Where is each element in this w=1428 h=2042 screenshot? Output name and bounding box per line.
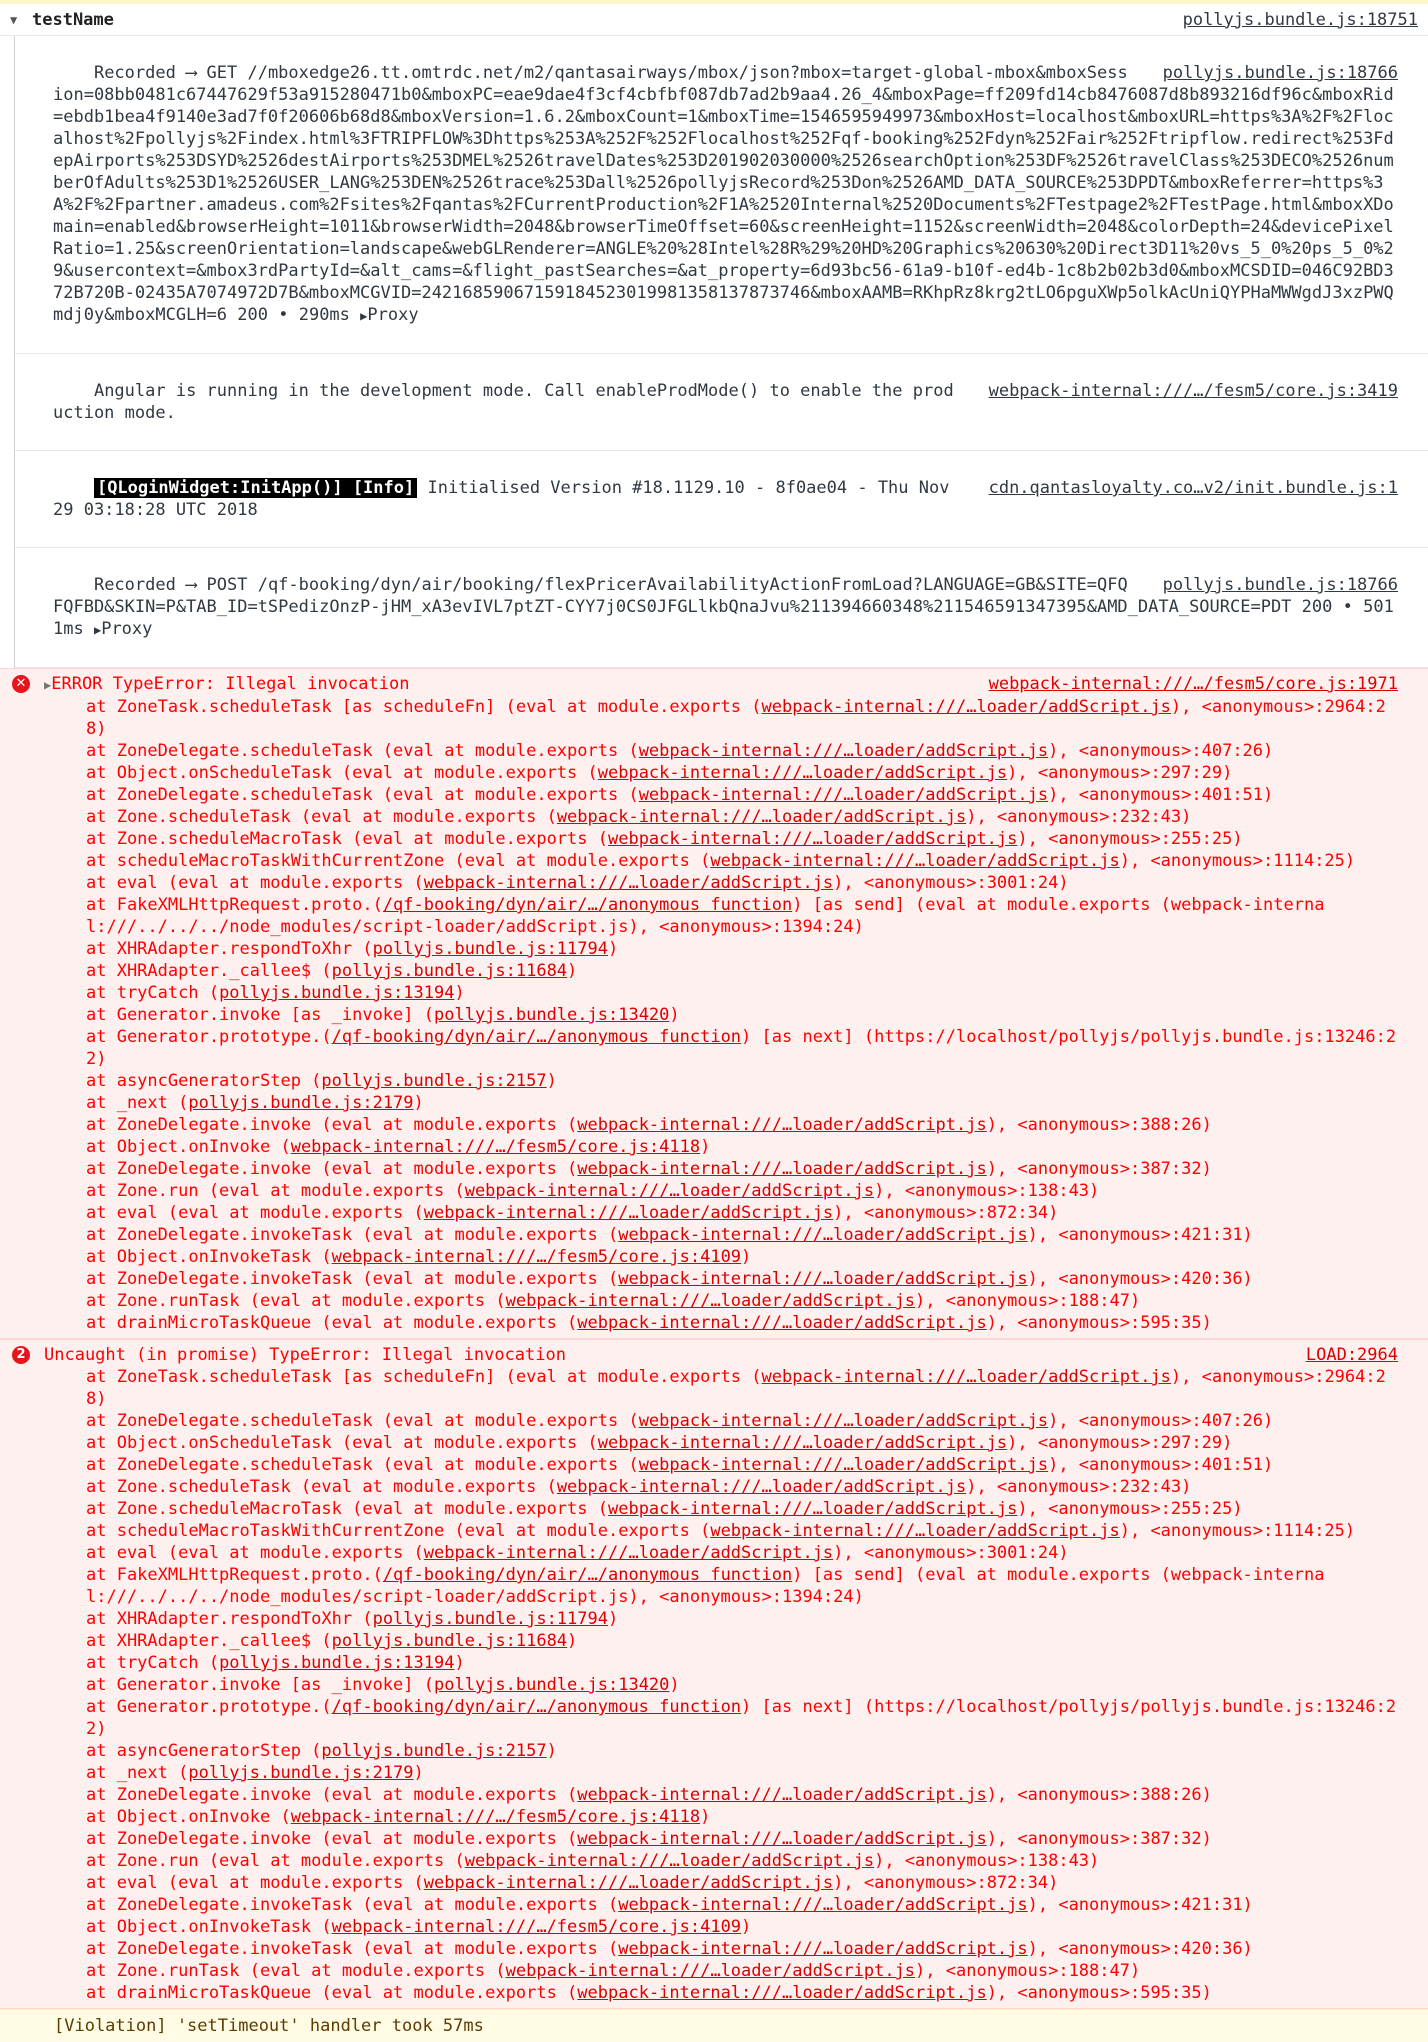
stack-frame [86,1850,1398,1872]
stack-frame-text: at eval (eval at module.exports ( [86,873,424,893]
stack-frame-text: at XHRAdapter.respondToXhr ( [86,939,373,959]
stack-frame-location: ), <anonymous>:401:51) [1048,785,1274,805]
stack-frame-location: ), <anonymous>:232:43) [966,807,1192,827]
stack-frame-text: at Generator.invoke [as _invoke] ( [86,1675,434,1695]
stack-frame [86,938,1398,960]
stack-frame-link[interactable]: webpack-internal:///…loader/addScript.js [423,1873,834,1893]
expand-triangle-icon: ▶ [360,309,368,323]
stack-frame [86,1410,1398,1432]
stack-frame-location: ), <anonymous>:3001:24) [833,873,1069,893]
error-icon: ✕ [12,675,30,693]
proxy-toggle[interactable] [94,619,152,639]
stack-frame-link[interactable]: pollyjs.bundle.js:13420 [434,1675,670,1695]
stack-frame-location: ) [546,1741,557,1761]
stack-frame-location: ), <anonymous>:407:26) [1048,741,1274,761]
stack-frame-link[interactable]: webpack-internal:///…loader/addScript.js [505,1291,916,1311]
stack-frame-link[interactable]: webpack-internal:///…loader/addScript.js [577,1313,987,1333]
stack-frame-location: ) [413,1093,424,1113]
stack-frame [86,1312,1398,1334]
stack-frame-link[interactable]: webpack-internal:///…loader/addScript.js [618,1895,1028,1915]
stack-frame [86,1960,1398,1982]
stack-frame-location: ), <anonymous>:297:29) [1007,1433,1233,1453]
duration: 5011ms [53,597,1394,639]
stack-frame-link[interactable]: webpack-internal:///…loader/addScript.js [577,1829,987,1849]
stack-frame-location: ) [700,1807,711,1827]
stack-frame-link[interactable]: webpack-internal:///…loader/addScript.js [710,1521,1120,1541]
stack-frame-location: ), <anonymous>:388:26) [986,1115,1212,1135]
stack-frame-text: at Zone.scheduleMacroTask (eval at module.exports ( [86,1499,608,1519]
stack-frame-text: at ZoneDelegate.scheduleTask (eval at module.exports ( [86,1411,639,1431]
stack-frame [86,740,1398,762]
stack-frame-text: at Zone.runTask (eval at module.exports ( [86,1961,506,1981]
stack-frame [86,1070,1398,1092]
stack-frame-text: at Object.onInvoke ( [86,1137,291,1157]
stack-frame-link[interactable]: webpack-internal:///…loader/addScript.js [423,1203,834,1223]
stack-frame [86,1366,1398,1410]
stack-frame [86,784,1398,806]
proxy-label: Proxy [101,619,153,639]
stack-frame-text: at Zone.runTask (eval at module.exports ( [86,1291,506,1311]
stack-frame [86,1696,1398,1740]
stack-trace [44,1366,1398,2004]
console-group-header[interactable] [0,4,1428,36]
stack-frame-location: ) [741,1247,752,1267]
stack-frame-location: ) [as send] (eval at module.exports (webpack-internal:///../../../node_modules/script-loader/addScript.js), <anonymous>:1394:24) [86,1565,1325,1607]
stack-frame-location: ) [413,1763,424,1783]
stack-frame-location: ) [669,1675,680,1695]
stack-frame-text: at ZoneDelegate.invoke (eval at module.exports ( [86,1159,578,1179]
stack-frame-link[interactable]: webpack-internal:///…loader/addScript.js [710,851,1120,871]
stack-frame-text: at ZoneDelegate.invokeTask (eval at module.exports ( [86,1939,619,1959]
stack-frame-location: ), <anonymous>:1114:25) [1119,1521,1356,1541]
stack-frame-location: ) [454,1653,465,1673]
stack-frame [86,1454,1398,1476]
qlogin-tag: [QLoginWidget:InitApp()] [Info] [94,478,417,498]
stack-frame [86,1652,1398,1674]
stack-frame-text: at drainMicroTaskQueue (eval at module.exports ( [86,1983,578,2003]
error-count-badge: 2 [12,1346,30,1364]
expand-triangle-icon[interactable]: ▶ [44,678,52,692]
stack-frame-location: ) [669,1005,680,1025]
stack-frame-text: at asyncGeneratorStep ( [86,1071,322,1091]
stack-frame [86,1784,1398,1806]
stack-frame-text: at Generator.invoke [as _invoke] ( [86,1005,434,1025]
stack-frame-location: ), <anonymous>:138:43) [874,1181,1100,1201]
stack-frame-location: ), <anonymous>:595:35) [986,1983,1212,2003]
error-title[interactable] [44,673,409,696]
console-message-recorded-post [15,548,1428,668]
stack-frame-text: at ZoneDelegate.scheduleTask (eval at module.exports ( [86,741,639,761]
stack-frame-link[interactable]: /qf-booking/dyn/air/…/anonymous function [382,895,793,915]
stack-frame-link[interactable]: webpack-internal:///…loader/addScript.js [761,697,1171,717]
stack-frame-location: ), <anonymous>:188:47) [915,1961,1141,1981]
stack-frame-link[interactable]: webpack-internal:///…loader/addScript.js [597,763,1008,783]
stack-frame-location: ) [607,1609,619,1629]
stack-frame-text: at ZoneDelegate.invoke (eval at module.exports ( [86,1785,578,1805]
stack-frame-location: ), <anonymous>:421:31) [1027,1895,1253,1915]
stack-frame-text: at XHRAdapter._callee$ ( [86,961,332,981]
stack-frame-location: ), <anonymous>:387:32) [986,1829,1212,1849]
stack-frame-link[interactable]: webpack-internal:///…loader/addScript.js [464,1181,875,1201]
stack-frame [86,1180,1398,1202]
stack-frame-location: ), <anonymous>:232:43) [966,1477,1192,1497]
message-text: Recorded ⟶ GET //mboxedge26.tt.omtrdc.net/m2/qantasairways/mbox/json?mbox=target-global-mbox&mboxSession=08bb0481c67447629f53a915280471b0&mboxPC=eae9dae4f3cf4cbfbf087db7ad2b9aa4.26_4&mboxPage=ff209fd14cb8476087d8b893216df96c&mboxRid=ebdb1bea4f9140e3ad7f0f20606b68d8&mboxVersion=1.6.2&mboxCount=1&mboxTime=1546595949973&mboxHost=localhost&mboxURL=https%3A%2F%2Flocalhost%2Fpollyjs%2Findex.html%3FTRIPFLOW%3Dhttps%253A%252F%252Flocalhost%252Fqf-booking%252Fdyn%252Fair%252Ftripflow.redirect%253FdepAirports%253DSYD%2526destAirports%253DMEL%2526travelDates%253D201902030000%2526searchOption%253DF%2526travelClass%253DECO%2526numberOfAdults%253D1%2526USER_LANG%253DEN%2526trace%253Dall%2526pollyjsRecord%253Don%2526AMD_DATA_SOURCE%253DPDT&mboxReferrer=https%3A%2F%2Fpartner.amadeus.com%2Fsites%2Fqantas%2FCurrentProduction%2F1A%2520Internal%2520Documents%2FTestpage2%2FTestPage.html&mboxXDomain=enabled&browserHeight=1011&browserWidth=2048&browserTimeOffset=60&screenHeight=1152&screenWidth=2048&colorDepth=24&devicePixelRatio=1.25&screenOrientation=landscape&webGLRenderer=ANGLE%20%28Intel%28R%29%20HD%20Graphics%20630%20Direct3D11%20vs_5_0%20ps_5_0%29&usercontext=&mbox3rdPartyId=&alt_cams=&flight_pastSearches=&at_property=6d93bc56-61a9-b10f-ed4b-1c8b2b02b3d0&mboxMCSDID=046C92BD372B720B-02435A7074972D7B&mboxMCGVID=24216859067159184523019981358137873746&mboxAAMB=RKhpRz8krg2tLO6pguXWp5olkAcUniQYPHaMWWgdJ3xzPWQmdj0y&mboxMCGLH=6 [53,63,1394,325]
stack-frame-location: ), <anonymous>:420:36) [1027,1269,1253,1289]
stack-frame [86,1520,1398,1542]
stack-frame-text: at Object.onInvokeTask ( [86,1247,332,1267]
stack-frame [86,696,1398,740]
stack-frame [86,806,1398,828]
stack-frame-text: at Object.onInvoke ( [86,1807,291,1827]
stack-frame-text: at scheduleMacroTaskWithCurrentZone (eval at module.exports ( [86,851,711,871]
stack-frame-location: ), <anonymous>:255:25) [1017,829,1243,849]
stack-frame-link[interactable]: pollyjs.bundle.js:2179 [188,1763,414,1783]
collapse-triangle-icon[interactable]: ▼ [10,12,18,27]
stack-frame [86,894,1398,938]
stack-frame-text: at FakeXMLHttpRequest.proto.( [86,1565,383,1585]
message-text: Angular is running in the development mode. Call enableProdMode() to enable the production mode. [53,381,954,423]
console-message-recorded-get [15,36,1428,354]
status-code: 200 [1301,597,1333,617]
stack-frame-link[interactable]: /qf-booking/dyn/air/…/anonymous function [382,1565,793,1585]
stack-frame [86,1246,1398,1268]
stack-frame [86,1608,1398,1630]
stack-frame [86,850,1398,872]
stack-frame [86,762,1398,784]
stack-frame-location: ) [as next] (https://localhost/pollyjs/pollyjs.bundle.js:13246:22) [86,1697,1397,1739]
stack-frame-location: ), <anonymous>:872:34) [833,1873,1059,1893]
stack-frame [86,1092,1398,1114]
stack-frame-text: at Object.onScheduleTask (eval at module.exports ( [86,763,598,783]
stack-frame-link[interactable]: webpack-internal:///…loader/addScript.js [597,1433,1008,1453]
stack-frame-location: ) [546,1071,557,1091]
stack-frame-location: ) [567,961,578,981]
stack-frame-link[interactable]: webpack-internal:///…loader/addScript.js [638,785,1049,805]
stack-frame [86,872,1398,894]
expand-triangle-icon: ▶ [93,623,102,637]
stack-frame-location: ) [as next] (https://localhost/pollyjs/pollyjs.bundle.js:13246:22) [86,1027,1397,1069]
stack-frame-link[interactable]: webpack-internal:///…loader/addScript.js [423,873,834,893]
stack-frame-text: at eval (eval at module.exports ( [86,1203,424,1223]
stack-frame-text: at ZoneDelegate.invoke (eval at module.exports ( [86,1829,578,1849]
stack-frame-link[interactable]: webpack-internal:///…loader/addScript.js [505,1961,916,1981]
stack-frame-text: at XHRAdapter.respondToXhr ( [86,1609,373,1629]
stack-frame-link[interactable]: webpack-internal:///…loader/addScript.js [607,1499,1018,1519]
stack-frame-location: ), <anonymous>:188:47) [915,1291,1141,1311]
violation-text: [Violation] 'setTimeout' handler took 57ms [54,2016,484,2036]
stack-frame [86,982,1398,1004]
stack-frame-link[interactable]: webpack-internal:///…/fesm5/core.js:4118 [290,1807,701,1827]
stack-frame-location: ) [741,1917,752,1937]
stack-frame-location: ) [700,1137,711,1157]
message-text: Recorded ⟶ POST /qf-booking/dyn/air/booking/flexPricerAvailabilityActionFromLoad?LANGUAGE=GB&SITE=QFQFQFBD&SKIN=P&TAB_ID=tSPedizOnzP-jHM_xA3evIVL7ptZT-CYY7j0CS0JFGLlkbQnaJvu%211394660348%211546591347395&AMD_DATA_SOURCE=PDT [53,575,1292,617]
stack-frame-text: at Zone.run (eval at module.exports ( [86,1851,465,1871]
console-message-angular [15,354,1428,451]
stack-frame [86,1136,1398,1158]
stack-frame-text: at _next ( [86,1763,189,1783]
stack-frame-link[interactable]: webpack-internal:///…loader/addScript.js [618,1939,1028,1959]
stack-frame [86,1224,1398,1246]
stack-trace [44,696,1398,1334]
stack-frame-link[interactable]: pollyjs.bundle.js:2179 [188,1093,414,1113]
stack-frame-link[interactable]: pollyjs.bundle.js:13194 [219,1653,455,1673]
message-source-link[interactable]: pollyjs.bundle.js:18766 [1162,575,1398,595]
stack-frame [86,1498,1398,1520]
stack-frame-location: ) [567,1631,578,1651]
stack-frame [86,1542,1398,1564]
stack-frame-location: ), <anonymous>:2964:28) [86,1367,1386,1409]
stack-frame [86,1004,1398,1026]
stack-frame-location: ), <anonymous>:297:29) [1007,763,1233,783]
stack-frame-text: at ZoneTask.scheduleTask [as scheduleFn] (eval at module.exports ( [86,697,762,717]
stack-frame-text: at _next ( [86,1093,189,1113]
stack-frame-text: at Zone.scheduleTask (eval at module.exports ( [86,1477,557,1497]
error-source-link[interactable]: LOAD:2964 [1305,1345,1398,1365]
status-code: 200 [237,305,268,325]
stack-frame-location: ) [as send] (eval at module.exports (webpack-internal:///../../../node_modules/script-loader/addScript.js), <anonymous>:1394:24) [86,895,1325,937]
stack-frame-link[interactable]: webpack-internal:///…/fesm5/core.js:4109 [331,1247,742,1267]
stack-frame-location: ), <anonymous>:255:25) [1017,1499,1243,1519]
group-title: testName [32,9,114,30]
stack-frame-link[interactable]: webpack-internal:///…loader/addScript.js [618,1225,1028,1245]
stack-frame [86,1806,1398,1828]
stack-frame-link[interactable]: webpack-internal:///…loader/addScript.js [464,1851,875,1871]
stack-frame-text: at asyncGeneratorStep ( [86,1741,322,1761]
stack-frame-location: ), <anonymous>:872:34) [833,1203,1059,1223]
stack-frame [86,1158,1398,1180]
error-title-text: ERROR TypeError: Illegal invocation [51,674,410,694]
stack-frame [86,1938,1398,1960]
message-source-link[interactable]: cdn.qantasloyalty.co…v2/init.bundle.js:1 [988,478,1398,498]
stack-frame-text: at ZoneTask.scheduleTask [as scheduleFn] (eval at module.exports ( [86,1367,762,1387]
stack-frame [86,1894,1398,1916]
stack-frame-text: at eval (eval at module.exports ( [86,1873,424,1893]
bullet-separator: • [278,305,289,325]
console-message-qlogin [15,451,1428,548]
stack-frame-location: ), <anonymous>:595:35) [986,1313,1212,1333]
stack-frame-link[interactable]: webpack-internal:///…loader/addScript.js [638,741,1049,761]
stack-frame-link[interactable]: webpack-internal:///…loader/addScript.js [761,1367,1171,1387]
stack-frame-text: at Generator.prototype.( [86,1697,332,1717]
message-source-link[interactable]: pollyjs.bundle.js:18766 [1162,63,1398,83]
stack-frame-text: at Zone.scheduleTask (eval at module.exports ( [86,807,557,827]
stack-frame-link[interactable]: pollyjs.bundle.js:11684 [331,961,568,981]
stack-frame-text: at drainMicroTaskQueue (eval at module.exports ( [86,1313,578,1333]
proxy-toggle[interactable] [360,305,418,325]
stack-frame-location: ), <anonymous>:420:36) [1027,1939,1253,1959]
stack-frame-text: at ZoneDelegate.invokeTask (eval at module.exports ( [86,1895,619,1915]
message-source-link[interactable]: webpack-internal:///…/fesm5/core.js:3419 [988,381,1398,401]
stack-frame-location: ), <anonymous>:401:51) [1048,1455,1274,1475]
stack-frame [86,1476,1398,1498]
stack-frame [86,1828,1398,1850]
stack-frame-text: at ZoneDelegate.invoke (eval at module.exports ( [86,1115,578,1135]
stack-frame [86,1432,1398,1454]
bullet-separator: • [1342,597,1353,617]
duration: 290ms [298,305,350,325]
stack-frame-text: at FakeXMLHttpRequest.proto.( [86,895,383,915]
stack-frame-text: at ZoneDelegate.scheduleTask (eval at module.exports ( [86,785,639,805]
stack-frame-text: at tryCatch ( [86,1653,220,1673]
stack-frame-link[interactable]: webpack-internal:///…/fesm5/core.js:4109 [331,1917,742,1937]
message-text: Initialised Version #18.1129.10 - 8f0ae04 - Thu Nov 29 03:18:28 UTC 2018 [53,478,960,520]
stack-frame [86,1290,1398,1312]
stack-frame-link[interactable]: webpack-internal:///…loader/addScript.js [577,1115,987,1135]
stack-frame [86,1916,1398,1938]
stack-frame-location: ), <anonymous>:138:43) [874,1851,1100,1871]
stack-frame-link[interactable]: webpack-internal:///…loader/addScript.js [423,1543,834,1563]
console-violation [0,2009,1428,2042]
stack-frame-text: at Object.onInvokeTask ( [86,1917,332,1937]
stack-frame-text: at Zone.scheduleMacroTask (eval at module.exports ( [86,829,608,849]
stack-frame [86,1630,1398,1652]
stack-frame-link[interactable]: webpack-internal:///…loader/addScript.js [618,1269,1028,1289]
stack-frame-text: at XHRAdapter._callee$ ( [86,1631,332,1651]
stack-frame-location: ), <anonymous>:421:31) [1027,1225,1253,1245]
stack-frame-text: at eval (eval at module.exports ( [86,1543,424,1563]
stack-frame-location: ) [454,983,465,1003]
stack-frame-link[interactable]: webpack-internal:///…loader/addScript.js [577,1785,987,1805]
group-source-link[interactable]: pollyjs.bundle.js:18751 [1182,9,1418,30]
stack-frame-link[interactable]: pollyjs.bundle.js:13420 [434,1005,670,1025]
stack-frame [86,1564,1398,1608]
stack-frame-text: at Zone.run (eval at module.exports ( [86,1181,465,1201]
stack-frame-link[interactable]: pollyjs.bundle.js:11794 [372,1609,608,1629]
stack-frame [86,1674,1398,1696]
stack-frame-link[interactable]: pollyjs.bundle.js:2157 [321,1741,547,1761]
stack-frame-location: ), <anonymous>:3001:24) [833,1543,1069,1563]
stack-frame [86,1982,1398,2004]
stack-frame [86,960,1398,982]
stack-frame-link[interactable]: /qf-booking/dyn/air/…/anonymous function [331,1027,742,1047]
stack-frame [86,1202,1398,1224]
stack-frame-text: at Object.onScheduleTask (eval at module.exports ( [86,1433,598,1453]
stack-frame-link[interactable]: webpack-internal:///…/fesm5/core.js:4118 [290,1137,701,1157]
stack-frame [86,1740,1398,1762]
stack-frame-link[interactable]: pollyjs.bundle.js:11684 [331,1631,568,1651]
stack-frame-link[interactable]: webpack-internal:///…loader/addScript.js [556,1477,967,1497]
stack-frame [86,1114,1398,1136]
stack-frame-location: ), <anonymous>:407:26) [1048,1411,1274,1431]
stack-frame [86,1762,1398,1784]
stack-frame-link[interactable]: pollyjs.bundle.js:2157 [321,1071,547,1091]
proxy-label: Proxy [367,305,419,325]
stack-frame-text: at Generator.prototype.( [86,1027,332,1047]
stack-frame-link[interactable]: webpack-internal:///…loader/addScript.js [577,1983,987,2003]
console-error-1 [0,668,1428,1339]
stack-frame-link[interactable]: webpack-internal:///…loader/addScript.js [556,807,967,827]
stack-frame-location: ), <anonymous>:387:32) [986,1159,1212,1179]
stack-frame [86,1026,1398,1070]
stack-frame-location: ) [607,939,619,959]
stack-frame-link[interactable]: webpack-internal:///…loader/addScript.js [638,1455,1049,1475]
stack-frame-link[interactable]: webpack-internal:///…loader/addScript.js [638,1411,1049,1431]
error-source-link[interactable]: webpack-internal:///…/fesm5/core.js:1971 [988,674,1398,694]
stack-frame-text: at tryCatch ( [86,983,220,1003]
stack-frame-link[interactable]: pollyjs.bundle.js:13194 [219,983,455,1003]
stack-frame [86,828,1398,850]
stack-frame-text: at ZoneDelegate.invokeTask (eval at module.exports ( [86,1269,619,1289]
stack-frame-link[interactable]: webpack-internal:///…loader/addScript.js [607,829,1018,849]
stack-frame-location: ), <anonymous>:388:26) [986,1785,1212,1805]
stack-frame [86,1268,1398,1290]
stack-frame-text: at ZoneDelegate.invokeTask (eval at module.exports ( [86,1225,619,1245]
stack-frame-location: ), <anonymous>:2964:28) [86,697,1386,739]
stack-frame-text: at scheduleMacroTaskWithCurrentZone (eval at module.exports ( [86,1521,711,1541]
console-error-2 [0,1339,1428,2009]
console-group-body [14,36,1428,668]
stack-frame-link[interactable]: /qf-booking/dyn/air/…/anonymous function [331,1697,742,1717]
stack-frame-text: at ZoneDelegate.scheduleTask (eval at module.exports ( [86,1455,639,1475]
stack-frame-link[interactable]: pollyjs.bundle.js:11794 [372,939,608,959]
stack-frame-location: ), <anonymous>:1114:25) [1119,851,1356,871]
error-title: Uncaught (in promise) TypeError: Illegal invocation [44,1345,566,1365]
stack-frame-link[interactable]: webpack-internal:///…loader/addScript.js [577,1159,987,1179]
